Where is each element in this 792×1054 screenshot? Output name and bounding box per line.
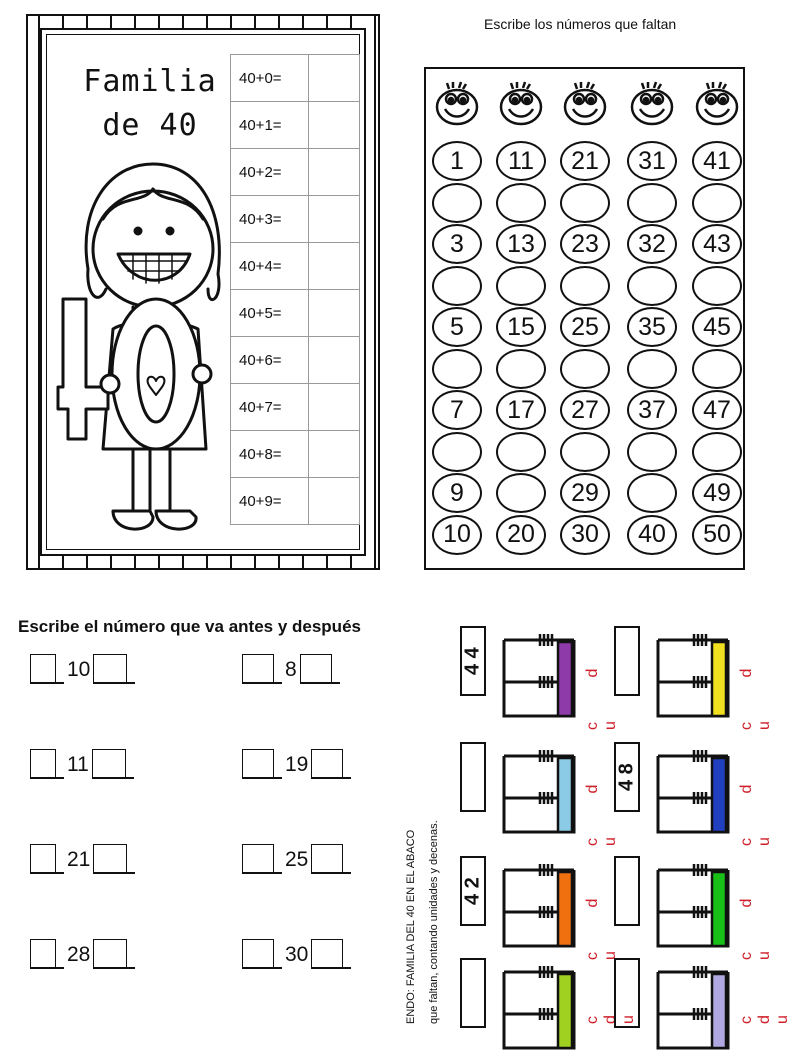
- empty-number-segment[interactable]: [560, 266, 610, 306]
- abaco-answer-box[interactable]: 4 2: [460, 856, 486, 926]
- sum-answer-box[interactable]: [308, 149, 359, 196]
- number-segment: 32: [627, 224, 677, 264]
- empty-number-segment[interactable]: [692, 266, 742, 306]
- number-segment: 3: [432, 224, 482, 264]
- after-answer-box[interactable]: [311, 939, 343, 969]
- empty-number-segment[interactable]: [560, 183, 610, 223]
- abaco-subtitle: que faltan, contando unidades y decenas.: [428, 820, 440, 1024]
- abaco-place-letters: c d u: [584, 995, 637, 1024]
- answer-line: [56, 777, 64, 779]
- answer-line: [343, 872, 351, 874]
- sum-expression: 40+8=: [231, 431, 309, 478]
- caterpillar-head-icon: [435, 81, 479, 125]
- antes-despues-row: [242, 735, 351, 779]
- antes-despues-row: [242, 925, 351, 969]
- sum-answer-box[interactable]: [308, 290, 359, 337]
- given-number: 28: [67, 943, 91, 966]
- abaco-item: [460, 626, 619, 730]
- sum-answer-box[interactable]: [308, 196, 359, 243]
- number-segment: 41: [692, 141, 742, 181]
- abaco-item: [614, 958, 791, 1024]
- answer-line: [56, 682, 64, 684]
- sum-answer-box[interactable]: [308, 55, 359, 102]
- number-segment: 7: [432, 390, 482, 430]
- answer-line: [56, 967, 64, 969]
- empty-number-segment[interactable]: [496, 349, 546, 389]
- number-segment: 43: [692, 224, 742, 264]
- sum-row: [231, 290, 360, 337]
- abaco-answer-box[interactable]: [614, 958, 640, 1028]
- sum-expression: 40+2=: [231, 149, 309, 196]
- abaco-item: [460, 958, 637, 1024]
- abacus-icon: [500, 856, 576, 952]
- antes-despues-row: [242, 830, 351, 874]
- empty-number-segment[interactable]: [627, 432, 677, 472]
- empty-number-segment[interactable]: [627, 473, 677, 513]
- sum-row: [231, 243, 360, 290]
- answer-line: [343, 967, 351, 969]
- sum-expression: 40+4=: [231, 243, 309, 290]
- answer-line: [274, 967, 282, 969]
- answer-line: [56, 872, 64, 874]
- faltan-heading: Escribe los números que faltan: [484, 16, 677, 32]
- sum-answer-box[interactable]: [308, 243, 359, 290]
- caterpillar-head-icon: [630, 81, 674, 125]
- abaco-item: [614, 742, 773, 846]
- sum-row: [231, 337, 360, 384]
- number-segment: 37: [627, 390, 677, 430]
- number-segment: 15: [496, 307, 546, 347]
- empty-number-segment[interactable]: [496, 183, 546, 223]
- number-segment: 23: [560, 224, 610, 264]
- before-answer-box[interactable]: [242, 939, 274, 969]
- before-answer-box[interactable]: [30, 749, 56, 779]
- abaco-answer-box[interactable]: [614, 856, 640, 926]
- sum-answer-box[interactable]: [308, 102, 359, 149]
- empty-number-segment[interactable]: [560, 349, 610, 389]
- abaco-title: ENDO: FAMILIA DEL 40 EN EL ABACO: [405, 829, 417, 1024]
- empty-number-segment[interactable]: [432, 432, 482, 472]
- empty-number-segment[interactable]: [496, 432, 546, 472]
- number-segment: 9: [432, 473, 482, 513]
- sum-answer-box[interactable]: [308, 431, 359, 478]
- number-segment: 21: [560, 141, 610, 181]
- number-segment: 1: [432, 141, 482, 181]
- empty-number-segment[interactable]: [627, 266, 677, 306]
- abaco-answer-box[interactable]: [460, 958, 486, 1028]
- familia-40-worksheet: [26, 14, 384, 574]
- abaco-item: [614, 856, 773, 960]
- abaco-place-letters: c d u: [738, 878, 773, 960]
- answer-line: [332, 682, 340, 684]
- after-answer-box[interactable]: [93, 844, 127, 874]
- before-answer-box[interactable]: [242, 844, 274, 874]
- empty-number-segment[interactable]: [692, 183, 742, 223]
- before-answer-box[interactable]: [30, 939, 56, 969]
- empty-number-segment[interactable]: [627, 183, 677, 223]
- sum-expression: 40+0=: [231, 55, 309, 102]
- number-segment: 40: [627, 515, 677, 555]
- before-answer-box[interactable]: [242, 749, 274, 779]
- number-segment: 45: [692, 307, 742, 347]
- number-segment: 30: [560, 515, 610, 555]
- sum-row: [231, 102, 360, 149]
- number-segment: 17: [496, 390, 546, 430]
- number-segment: 49: [692, 473, 742, 513]
- sum-answer-box[interactable]: [308, 384, 359, 431]
- number-segment: 47: [692, 390, 742, 430]
- before-answer-box[interactable]: [242, 654, 274, 684]
- empty-number-segment[interactable]: [496, 266, 546, 306]
- abaco-place-letters: c d u: [584, 648, 619, 730]
- abacus-icon: [654, 856, 730, 952]
- abaco-place-letters: c d u: [738, 764, 773, 846]
- sum-answer-box[interactable]: [308, 337, 359, 384]
- given-number: 8: [285, 658, 297, 681]
- caterpillar-head-icon: [695, 81, 739, 125]
- sum-row: [231, 149, 360, 196]
- sum-answer-box[interactable]: [308, 478, 359, 525]
- answer-line: [274, 872, 282, 874]
- sum-expression: 40+7=: [231, 384, 309, 431]
- abacus-icon: [500, 958, 576, 1054]
- abaco-instructions: [405, 790, 425, 1024]
- sum-row: [231, 196, 360, 243]
- number-segment: 10: [432, 515, 482, 555]
- sum-expression: 40+1=: [231, 102, 309, 149]
- abaco-instructions-2: [428, 752, 448, 1024]
- after-answer-box[interactable]: [93, 939, 127, 969]
- after-answer-box[interactable]: [311, 749, 343, 779]
- caterpillar-head-icon: [563, 81, 607, 125]
- sum-expression: 40+5=: [231, 290, 309, 337]
- sum-row: [231, 55, 360, 102]
- abaco-item: [460, 856, 619, 960]
- answer-line: [274, 682, 282, 684]
- antes-despues-row: [30, 925, 135, 969]
- sum-row: [231, 431, 360, 478]
- caterpillar-head-icon: [499, 81, 543, 125]
- abaco-answer-box[interactable]: 4 8: [614, 742, 640, 812]
- after-answer-box[interactable]: [311, 844, 343, 874]
- answer-line: [274, 777, 282, 779]
- abacus-icon: [500, 742, 576, 838]
- number-segment: 5: [432, 307, 482, 347]
- abacus-icon: [654, 958, 730, 1054]
- abacus-icon: [500, 626, 576, 722]
- given-number: 19: [285, 753, 309, 776]
- given-number: 11: [67, 753, 89, 776]
- sum-expression: 40+3=: [231, 196, 309, 243]
- abaco-place-letters: c d u: [738, 648, 773, 730]
- abacus-icon: [654, 742, 730, 838]
- number-segment: 25: [560, 307, 610, 347]
- empty-number-segment[interactable]: [432, 183, 482, 223]
- given-number: 10: [67, 658, 91, 681]
- sum-expression: 40+9=: [231, 478, 309, 525]
- caterpillar-number-grid: [424, 67, 745, 570]
- abaco-item: [614, 626, 773, 730]
- abaco-place-letters: c d u: [584, 878, 619, 960]
- number-segment: 31: [627, 141, 677, 181]
- abacus-icon: [654, 626, 730, 722]
- number-segment: 13: [496, 224, 546, 264]
- number-segment: 20: [496, 515, 546, 555]
- answer-line: [127, 682, 135, 684]
- antes-despues-heading: Escribe el número que va antes y después: [18, 617, 361, 636]
- abaco-place-letters: c d u: [738, 995, 791, 1024]
- sums-table: [230, 54, 360, 525]
- given-number: 21: [67, 848, 91, 871]
- after-answer-box[interactable]: [300, 654, 332, 684]
- given-number: 30: [285, 943, 309, 966]
- after-answer-box[interactable]: [93, 654, 127, 684]
- number-segment: 11: [496, 141, 546, 181]
- number-segment: 35: [627, 307, 677, 347]
- abaco-answer-box[interactable]: [460, 742, 486, 812]
- before-answer-box[interactable]: [30, 844, 56, 874]
- after-answer-box[interactable]: [92, 749, 126, 779]
- abaco-place-letters: c d u: [584, 764, 619, 846]
- answer-line: [343, 777, 351, 779]
- antes-despues-row: [30, 640, 135, 684]
- familia-title-line1: Familia: [83, 64, 217, 99]
- girl-holding-40-illustration: [58, 149, 234, 549]
- given-number: 25: [285, 848, 309, 871]
- empty-number-segment[interactable]: [692, 349, 742, 389]
- antes-despues-row: [30, 830, 135, 874]
- empty-number-segment[interactable]: [627, 349, 677, 389]
- empty-number-segment[interactable]: [432, 349, 482, 389]
- sum-row: [231, 384, 360, 431]
- empty-number-segment[interactable]: [560, 432, 610, 472]
- sum-expression: 40+6=: [231, 337, 309, 384]
- empty-number-segment[interactable]: [692, 432, 742, 472]
- answer-line: [126, 777, 134, 779]
- empty-number-segment[interactable]: [432, 266, 482, 306]
- answer-line: [127, 967, 135, 969]
- answer-line: [127, 872, 135, 874]
- abaco-answer-box[interactable]: 4 4: [460, 626, 486, 696]
- number-segment: 27: [560, 390, 610, 430]
- before-answer-box[interactable]: [30, 654, 56, 684]
- abaco-answer-box[interactable]: [614, 626, 640, 696]
- number-segment: 50: [692, 515, 742, 555]
- antes-despues-row: [242, 640, 340, 684]
- antes-despues-row: [30, 735, 134, 779]
- number-segment: 29: [560, 473, 610, 513]
- empty-number-segment[interactable]: [496, 473, 546, 513]
- familia-title-line2: de 40: [102, 108, 198, 143]
- sum-row: [231, 478, 360, 525]
- abaco-item: [460, 742, 619, 846]
